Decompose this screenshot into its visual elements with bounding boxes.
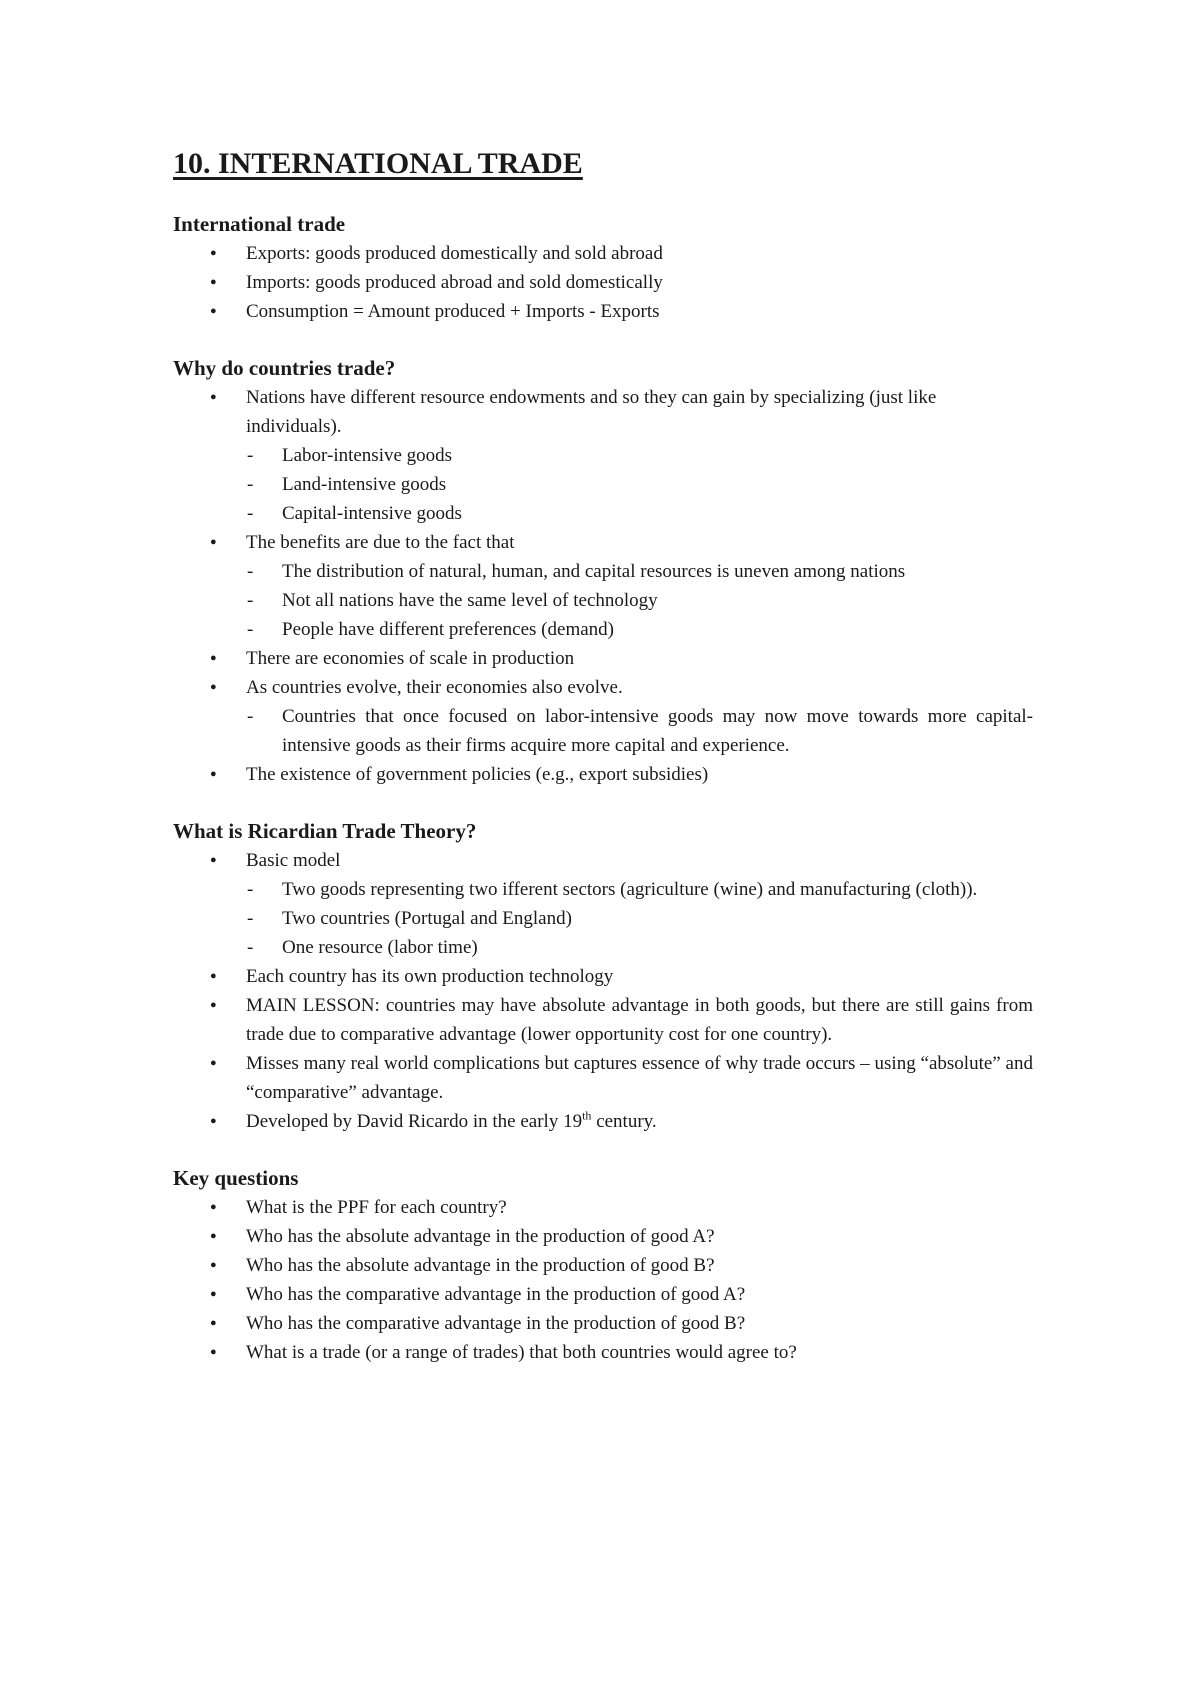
document-content <box>173 146 1033 1395</box>
sub-list-item: - Not all nations have the same level of technology <box>282 586 1033 615</box>
sub-list-item: - The distribution of natural, human, and capital resources is uneven among nations <box>282 557 1033 586</box>
list-item <box>246 383 1033 528</box>
list-item <box>246 528 1033 644</box>
sub-list <box>246 441 1033 528</box>
list-item-text: Nations have different resource endowments and so they can gain by specializing (just like individuals). <box>246 387 937 437</box>
superscript: th <box>582 1108 592 1123</box>
section-key-questions <box>173 1164 1033 1367</box>
list-item-text: century. <box>591 1111 657 1132</box>
section-heading: Why do countries trade? <box>173 356 396 380</box>
bullet-list <box>173 1193 1033 1367</box>
section-heading: Key questions <box>173 1166 299 1190</box>
section-international-trade <box>173 210 1033 326</box>
list-item: ● Exports: goods produced domestically and sold abroad <box>246 239 1033 268</box>
list-item-text: Basic model <box>246 850 341 871</box>
sub-list-item: - People have different preferences (demand) <box>282 615 1033 644</box>
list-item-text: Developed by David Ricardo in the early 19 <box>246 1111 583 1132</box>
list-item: ● Misses many real world complications but captures essence of why trade occurs – using “absolute” and “comparative” advantage. <box>246 1049 1033 1107</box>
list-item: ● Who has the comparative advantage in the production of good B? <box>246 1309 1033 1338</box>
list-item: ● Each country has its own production technology <box>246 962 1033 991</box>
list-item: ● Who has the absolute advantage in the production of good A? <box>246 1222 1033 1251</box>
sub-list-item: - Labor-intensive goods <box>282 441 1033 470</box>
list-item: ● There are economies of scale in production <box>246 644 1033 673</box>
list-item: ● Consumption = Amount produced + Imports - Exports <box>246 297 1033 326</box>
sub-list <box>246 702 1033 760</box>
sub-list-item: - Capital-intensive goods <box>282 499 1033 528</box>
list-item: ● What is a trade (or a range of trades) that both countries would agree to? <box>246 1338 1033 1367</box>
list-item <box>246 846 1033 962</box>
section-why-trade <box>173 354 1033 789</box>
list-item: ● MAIN LESSON: countries may have absolute advantage in both goods, but there are still gains from trade due to comparative advantage (lower opportunity cost for one country). <box>246 991 1033 1049</box>
sub-list-item: - Two countries (Portugal and England) <box>282 904 1033 933</box>
list-item-text: As countries evolve, their economies also evolve. <box>246 677 623 698</box>
sub-list-item: - One resource (labor time) <box>282 933 1033 962</box>
list-item: ● What is the PPF for each country? <box>246 1193 1033 1222</box>
section-heading: International trade <box>173 212 346 236</box>
sub-list-item: - Land-intensive goods <box>282 470 1033 499</box>
list-item-text: The benefits are due to the fact that <box>246 532 515 553</box>
sub-list <box>246 875 1033 962</box>
page-title: 10. INTERNATIONAL TRADE <box>173 147 583 180</box>
bullet-list <box>173 383 1033 789</box>
list-item: ● Who has the absolute advantage in the production of good B? <box>246 1251 1033 1280</box>
list-item <box>246 673 1033 760</box>
section-heading: What is Ricardian Trade Theory? <box>173 819 477 843</box>
sub-list-item: - Countries that once focused on labor-intensive goods may now move towards more capital-intensive goods as their firms acquire more capital and experience. <box>282 702 1033 760</box>
list-item: ● The existence of government policies (e.g., export subsidies) <box>246 760 1033 789</box>
list-item: ● Who has the comparative advantage in the production of good A? <box>246 1280 1033 1309</box>
bullet-list <box>173 846 1033 1136</box>
sub-list <box>246 557 1033 644</box>
list-item: ● Imports: goods produced abroad and sold domestically <box>246 268 1033 297</box>
list-item <box>246 1107 1033 1136</box>
bullet-list <box>173 239 1033 326</box>
sub-list-item: - Two goods representing two ifferent sectors (agriculture (wine) and manufacturing (cloth)). <box>282 875 1033 904</box>
section-ricardian-theory <box>173 817 1033 1136</box>
